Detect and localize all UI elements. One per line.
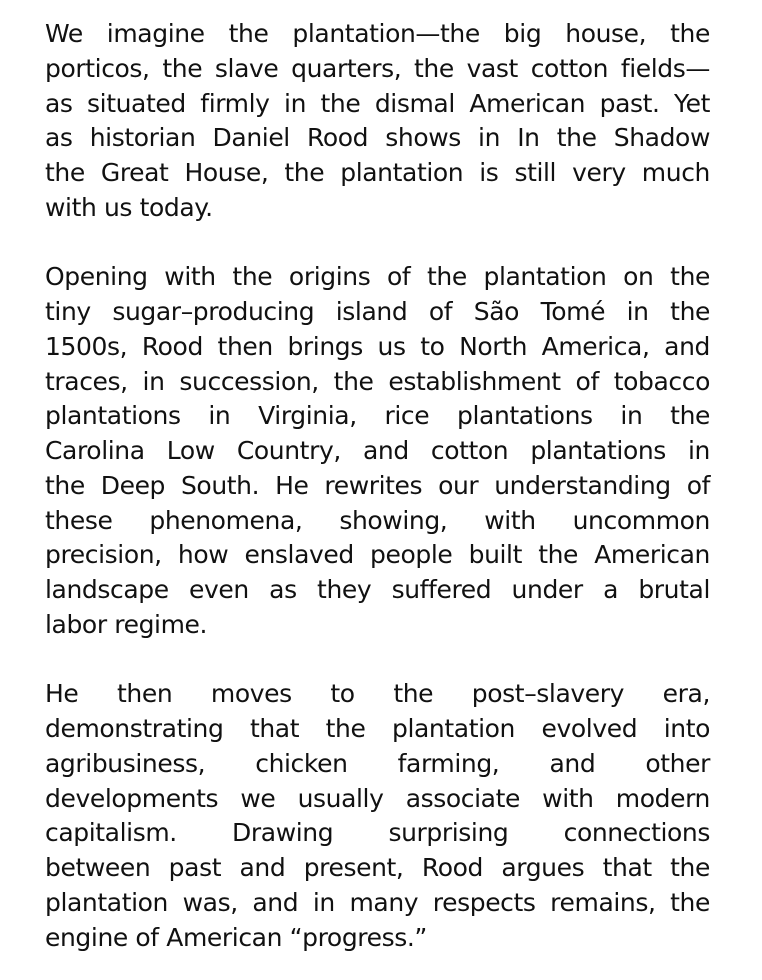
- paragraph-3: [45, 677, 710, 955]
- text-line: as situated firmly in the dismal American past. Yet: [45, 88, 710, 118]
- text-line: landscape even as they suffered under a brutal: [45, 575, 710, 604]
- paragraph-2: [45, 260, 710, 642]
- text-line: 1500s, Rood then brings us to North America, and: [45, 331, 710, 361]
- text-line: We imagine the plantation—the big house, the: [45, 19, 710, 48]
- book-description: [45, 17, 710, 955]
- text-line: developments we usually associate with modern: [45, 783, 710, 813]
- text-line: labor regime.: [45, 609, 208, 639]
- text-line: these phenomena, showing, with uncommon: [45, 505, 710, 535]
- text-line: precision, how enslaved people built the American: [45, 540, 710, 570]
- text-line: the Great House, the plantation is still very much: [45, 158, 710, 187]
- text-line: between past and present, Rood argues that the: [45, 853, 710, 882]
- text-line: the Deep South. He rewrites our understanding of: [45, 470, 710, 500]
- text-line: tiny sugar–producing island of São Tomé in the: [45, 297, 710, 326]
- text-line: engine of American “progress.”: [45, 922, 427, 952]
- text-line: demonstrating that the plantation evolved into: [45, 714, 710, 743]
- text-line: with us today.: [45, 192, 213, 222]
- text-line: plantations in Virginia, rice plantations in the: [45, 401, 710, 431]
- text-line: traces, in succession, the establishment of tobacco: [45, 366, 710, 396]
- text-line: He then moves to the post–slavery era,: [45, 679, 710, 709]
- text-line: Carolina Low Country, and cotton plantations in: [45, 436, 710, 465]
- text-line: agribusiness, chicken farming, and other: [45, 748, 710, 778]
- text-line: Opening with the origins of the plantation on the: [45, 262, 710, 292]
- text-line: plantation was, and in many respects remains, the: [45, 887, 710, 917]
- text-line: capitalism. Drawing surprising connections: [45, 818, 710, 848]
- text-line: porticos, the slave quarters, the vast cotton fields—: [45, 53, 710, 83]
- text-line: as historian Daniel Rood shows in In the Shadow: [45, 123, 710, 153]
- paragraph-1: [45, 17, 710, 226]
